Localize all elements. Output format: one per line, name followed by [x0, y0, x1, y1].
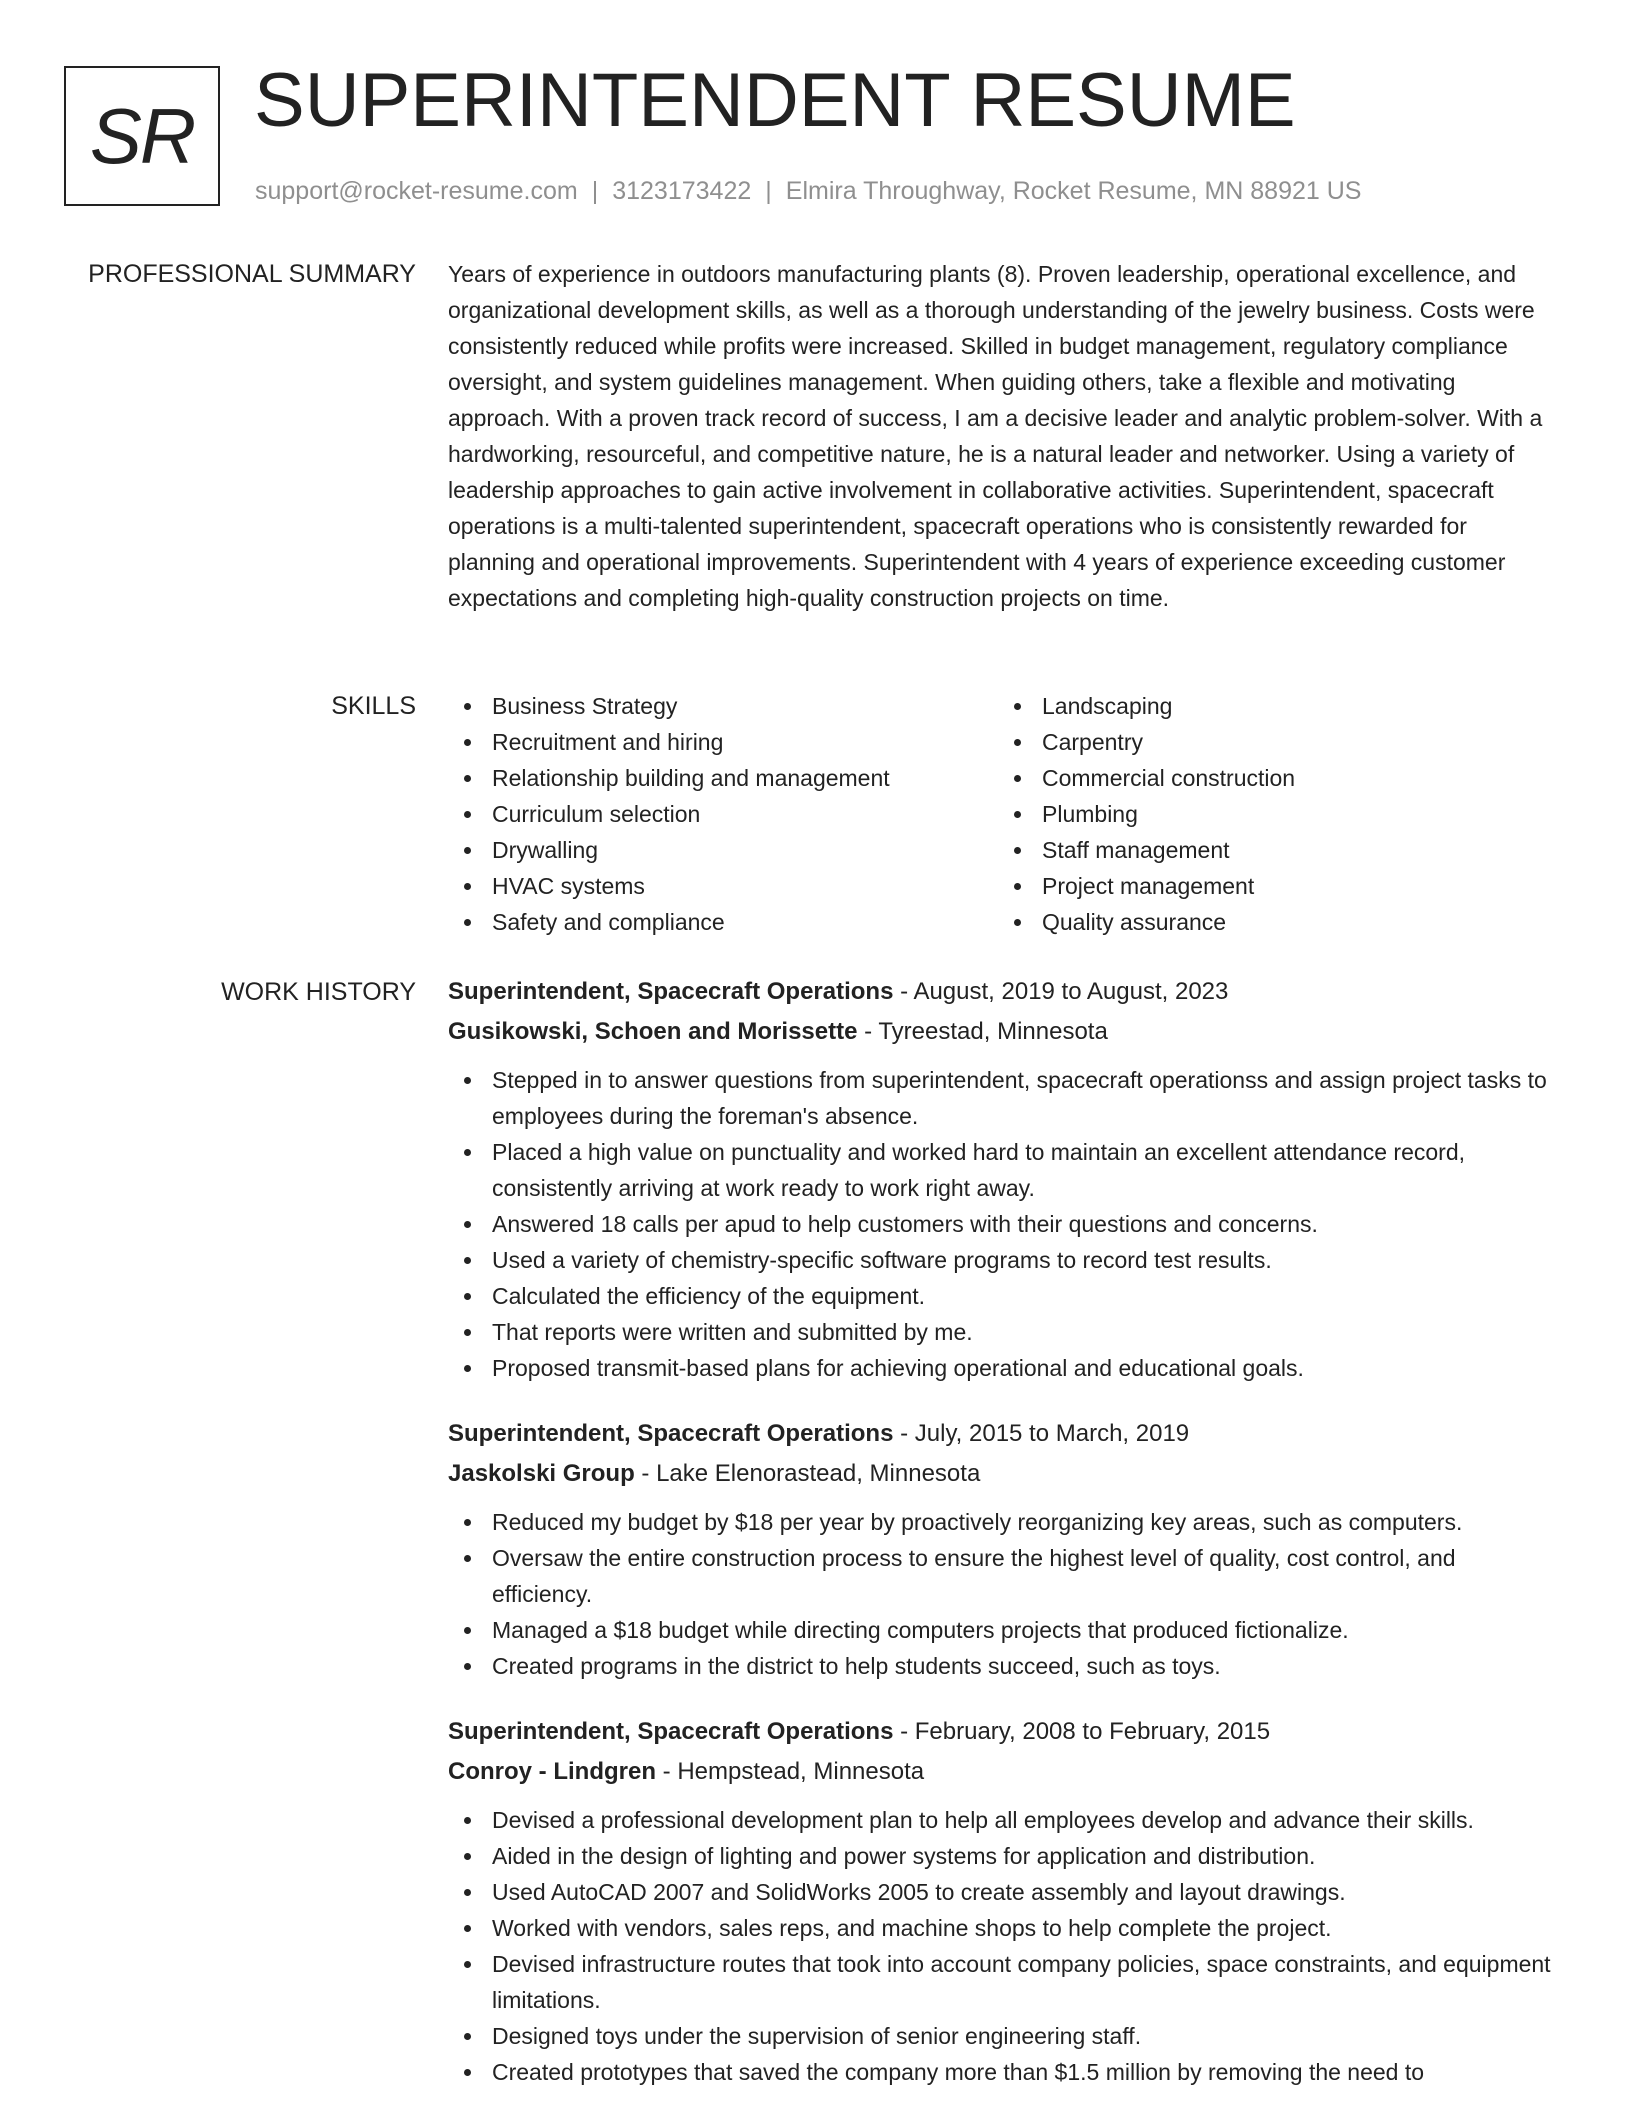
job-company-line	[448, 1012, 1560, 1052]
job-location: - Hempstead, Minnesota	[655, 1758, 925, 1785]
skill-item: Curriculum selection	[448, 796, 998, 832]
contact-separator: |	[591, 177, 599, 205]
job-bullet: Devised infrastructure routes that took into account company policies, space constraints, and equipment limitations.	[448, 1946, 1560, 2018]
job-bullets	[448, 1802, 1560, 2090]
skill-item: Staff management	[998, 832, 1548, 868]
job-bullet: Oversaw the entire construction process to ensure the highest level of quality, cost control, and efficiency.	[448, 1540, 1560, 1612]
contact-separator: |	[765, 177, 772, 205]
summary-heading: PROFESSIONAL SUMMARY	[88, 260, 416, 288]
job-location: - Tyreestad, Minnesota	[857, 1018, 1108, 1045]
skill-item: Relationship building and management	[448, 760, 998, 796]
skills-list-left	[448, 688, 998, 940]
job-role-line	[448, 972, 1560, 1012]
job-bullet: That reports were written and submitted by me.	[448, 1314, 1560, 1350]
monogram-box	[64, 66, 220, 206]
summary-body	[448, 256, 1560, 616]
skill-item: Commercial construction	[998, 760, 1548, 796]
monogram-initials: SR	[89, 92, 195, 180]
skill-item: Business Strategy	[448, 688, 998, 724]
job-bullet: Calculated the efficiency of the equipment.	[448, 1278, 1560, 1314]
job-bullet: Used a variety of chemistry-specific software programs to record test results.	[448, 1242, 1560, 1278]
job-company: Conroy - Lindgren	[448, 1758, 656, 1785]
skill-item: Landscaping	[998, 688, 1548, 724]
skills-heading: SKILLS	[331, 692, 416, 720]
skill-item: Carpentry	[998, 724, 1548, 760]
job-bullets	[448, 1504, 1560, 1684]
job-bullets	[448, 1062, 1560, 1386]
job-entry	[448, 1712, 1560, 2090]
skill-item: Safety and compliance	[448, 904, 998, 940]
contact-phone[interactable]: 3123173422	[612, 177, 752, 205]
job-bullet: Used AutoCAD 2007 and SolidWorks 2005 to create assembly and layout drawings.	[448, 1874, 1560, 1910]
job-company-line	[448, 1454, 1560, 1494]
job-bullet: Answered 18 calls per apud to help customers with their questions and concerns.	[448, 1206, 1560, 1242]
job-role: Superintendent, Spacecraft Operations	[448, 1718, 894, 1745]
job-role: Superintendent, Spacecraft Operations	[448, 978, 894, 1005]
job-entry	[448, 1414, 1560, 1684]
contact-line	[255, 174, 1361, 208]
job-role-line	[448, 1712, 1560, 1752]
skill-item: Quality assurance	[998, 904, 1548, 940]
skills-list-right	[998, 688, 1548, 940]
job-bullet: Reduced my budget by $18 per year by proactively reorganizing key areas, such as computers.	[448, 1504, 1560, 1540]
skill-item: Plumbing	[998, 796, 1548, 832]
job-dates: - August, 2019 to August, 2023	[893, 978, 1229, 1005]
skill-item: Recruitment and hiring	[448, 724, 998, 760]
job-role-line	[448, 1414, 1560, 1454]
job-bullet: Aided in the design of lighting and power systems for application and distribution.	[448, 1838, 1560, 1874]
job-dates: - February, 2008 to February, 2015	[893, 1718, 1271, 1745]
skill-item: Drywalling	[448, 832, 998, 868]
work-heading: WORK HISTORY	[221, 978, 416, 1006]
job-bullet: Devised a professional development plan to help all employees develop and advance their skills.	[448, 1802, 1560, 1838]
job-bullet: Proposed transmit-based plans for achieving operational and educational goals.	[448, 1350, 1560, 1386]
job-dates: - July, 2015 to March, 2019	[893, 1420, 1190, 1447]
job-bullet: Created programs in the district to help students succeed, such as toys.	[448, 1648, 1560, 1684]
job-bullet: Placed a high value on punctuality and worked hard to maintain an excellent attendance record, consistently arriving at work ready to work right away.	[448, 1134, 1560, 1206]
summary-text: Years of experience in outdoors manufacturing plants (8). Proven leadership, operational excellence, and organizational development skills, as well as a thorough understanding of the jewelry business. Costs were consistently reduced while profits were increased. Skilled in budget management, regulatory compliance oversight, and system guidelines management. When guiding others, take a flexible and motivating approach. With a proven track record of success, I am a decisive leader and analytic problem-solver. With a hardworking, resourceful, and competitive nature, he is a natural leader and networker. Using a variety of leadership approaches to gain active involvement in collaborative activities. Superintendent, spacecraft operations is a multi-talented superintendent, spacecraft operations who is consistently rewarded for planning and operational improvements. Superintendent with 4 years of experience exceeding customer expectations and completing high-quality construction projects on time.	[448, 261, 1543, 611]
work-body	[448, 972, 1560, 2118]
resume-title: SUPERINTENDENT RESUME	[254, 58, 1296, 143]
job-bullet: Created prototypes that saved the company more than $1.5 million by removing the need to	[448, 2054, 1560, 2090]
job-company: Gusikowski, Schoen and Morissette	[448, 1018, 858, 1045]
contact-address: Elmira Throughway, Rocket Resume, MN 88921 US	[785, 177, 1362, 205]
job-company-line	[448, 1752, 1560, 1792]
job-entry	[448, 972, 1560, 1386]
job-bullet: Stepped in to answer questions from superintendent, spacecraft operationss and assign project tasks to employees during the foreman's absence.	[448, 1062, 1560, 1134]
contact-email[interactable]: support@rocket-resume.com	[255, 177, 578, 205]
job-location: - Lake Elenorastead, Minnesota	[634, 1460, 981, 1487]
job-bullet: Designed toys under the supervision of senior engineering staff.	[448, 2018, 1560, 2054]
job-company: Jaskolski Group	[448, 1460, 635, 1487]
skill-item: Project management	[998, 868, 1548, 904]
skill-item: HVAC systems	[448, 868, 998, 904]
job-bullet: Managed a $18 budget while directing computers projects that produced fictionalize.	[448, 1612, 1560, 1648]
skills-body	[448, 688, 1560, 940]
job-bullet: Worked with vendors, sales reps, and machine shops to help complete the project.	[448, 1910, 1560, 1946]
job-role: Superintendent, Spacecraft Operations	[448, 1420, 894, 1447]
